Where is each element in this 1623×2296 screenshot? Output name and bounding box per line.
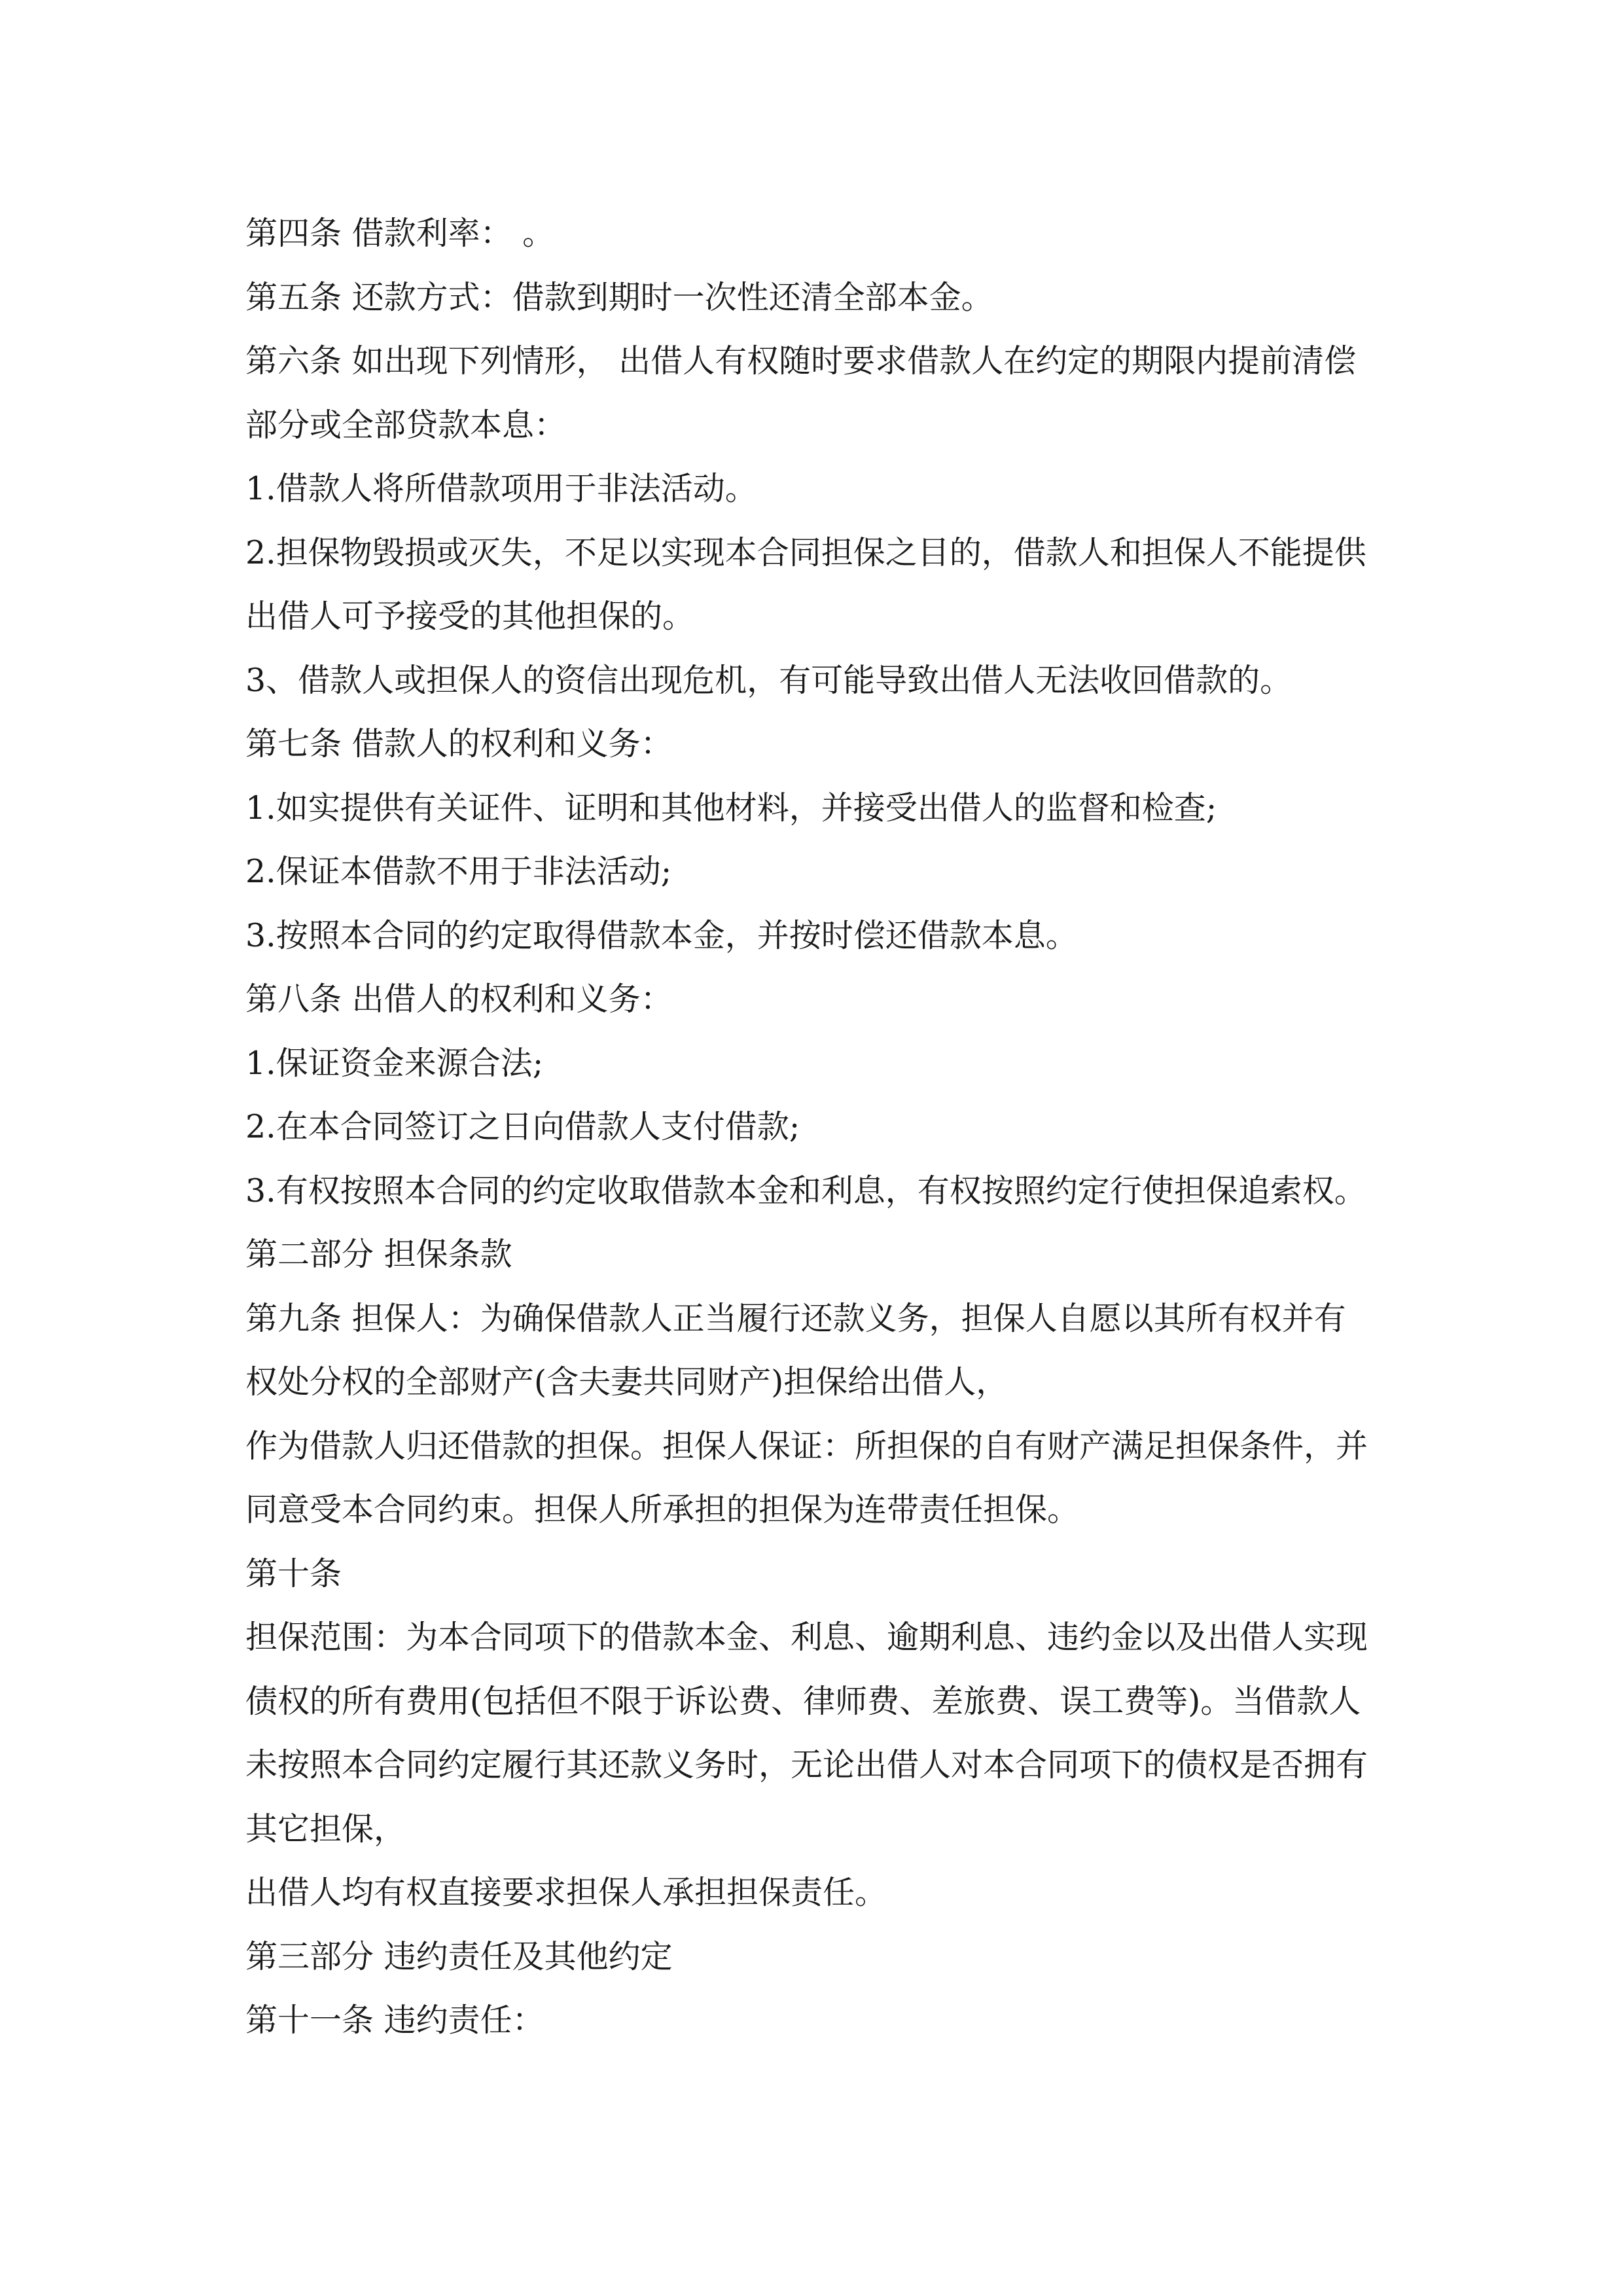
clause-7-item-3: 3.按照本合同的约定取得借款本金，并按时偿还借款本息。 bbox=[245, 916, 1078, 954]
clause-10-continued-1: 债权的所有费用(包括但不限于诉讼费、律师费、差旅费、误工费等)。当借款人 bbox=[245, 1682, 1361, 1720]
clause-6-continued: 部分或全部贷款本息： bbox=[245, 406, 567, 444]
contract-text bbox=[245, 202, 1410, 2053]
clause-10-heading: 第十条 bbox=[245, 1554, 342, 1592]
clause-9-continued-2: 作为借款人归还借款的担保。担保人保证：所担保的自有财产满足担保条件，并 bbox=[245, 1427, 1368, 1465]
clause-9-continued-1: 权处分权的全部财产(含夫妻共同财产)担保给出借人， bbox=[245, 1363, 1008, 1401]
clause-8-item-3: 3.有权按照本合同的约定收取借款本金和利息，有权按照约定行使担保追索权。 bbox=[245, 1172, 1366, 1210]
clause-6-item-2: 2.担保物毁损或灭失，不足以实现本合同担保之目的，借款人和担保人不能提供 bbox=[245, 533, 1366, 571]
clause-9-guarantor: 第九条 担保人：为确保借款人正当履行还款义务，担保人自愿以其所有权并有 bbox=[245, 1299, 1346, 1337]
clause-5-repayment-method: 第五条 还款方式：借款到期时一次性还清全部本金。 bbox=[245, 278, 993, 316]
clause-7-item-1: 1.如实提供有关证件、证明和其他材料，并接受出借人的监督和检查; bbox=[245, 789, 1217, 827]
clause-11-heading: 第十一条 违约责任： bbox=[245, 2001, 544, 2039]
clause-8-lender-rights: 第八条 出借人的权利和义务： bbox=[245, 980, 673, 1018]
clause-4-interest-rate: 第四条 借款利率： 。 bbox=[245, 215, 555, 252]
clause-10-continued-2: 未按照本合同约定履行其还款义务时，无论出借人对本合同项下的债权是否拥有 bbox=[245, 1746, 1368, 1784]
clause-6-item-3: 3、借款人或担保人的资信出现危机，有可能导致出借人无法收回借款的。 bbox=[245, 661, 1293, 699]
clause-10-scope: 担保范围：为本合同项下的借款本金、利息、逾期利息、违约金以及出借人实现 bbox=[245, 1619, 1368, 1656]
part-2-heading: 第二部分 担保条款 bbox=[245, 1236, 512, 1273]
part-3-heading: 第三部分 违约责任及其他约定 bbox=[245, 1937, 673, 1975]
clause-9-continued-3: 同意受本合同约束。担保人所承担的担保为连带责任担保。 bbox=[245, 1491, 1080, 1528]
clause-10-continued-3: 其它担保， bbox=[245, 1810, 406, 1848]
clause-8-item-1: 1.保证资金来源合法; bbox=[245, 1044, 544, 1082]
clause-10-continued-4: 出借人均有权直接要求担保人承担担保责任。 bbox=[245, 1874, 887, 1911]
clause-6-item-2-continued: 出借人可予接受的其他担保的。 bbox=[245, 598, 695, 635]
clause-7-borrower-rights: 第七条 借款人的权利和义务： bbox=[245, 725, 673, 762]
clause-8-item-2: 2.在本合同签订之日向借款人支付借款; bbox=[245, 1108, 800, 1145]
clause-6-item-1: 1.借款人将所借款项用于非法活动。 bbox=[245, 470, 757, 507]
clause-6-early-repayment: 第六条 如出现下列情形， 出借人有权随时要求借款人在约定的期限内提前清偿 bbox=[245, 342, 1357, 380]
clause-7-item-2: 2.保证本借款不用于非法活动; bbox=[245, 853, 672, 890]
